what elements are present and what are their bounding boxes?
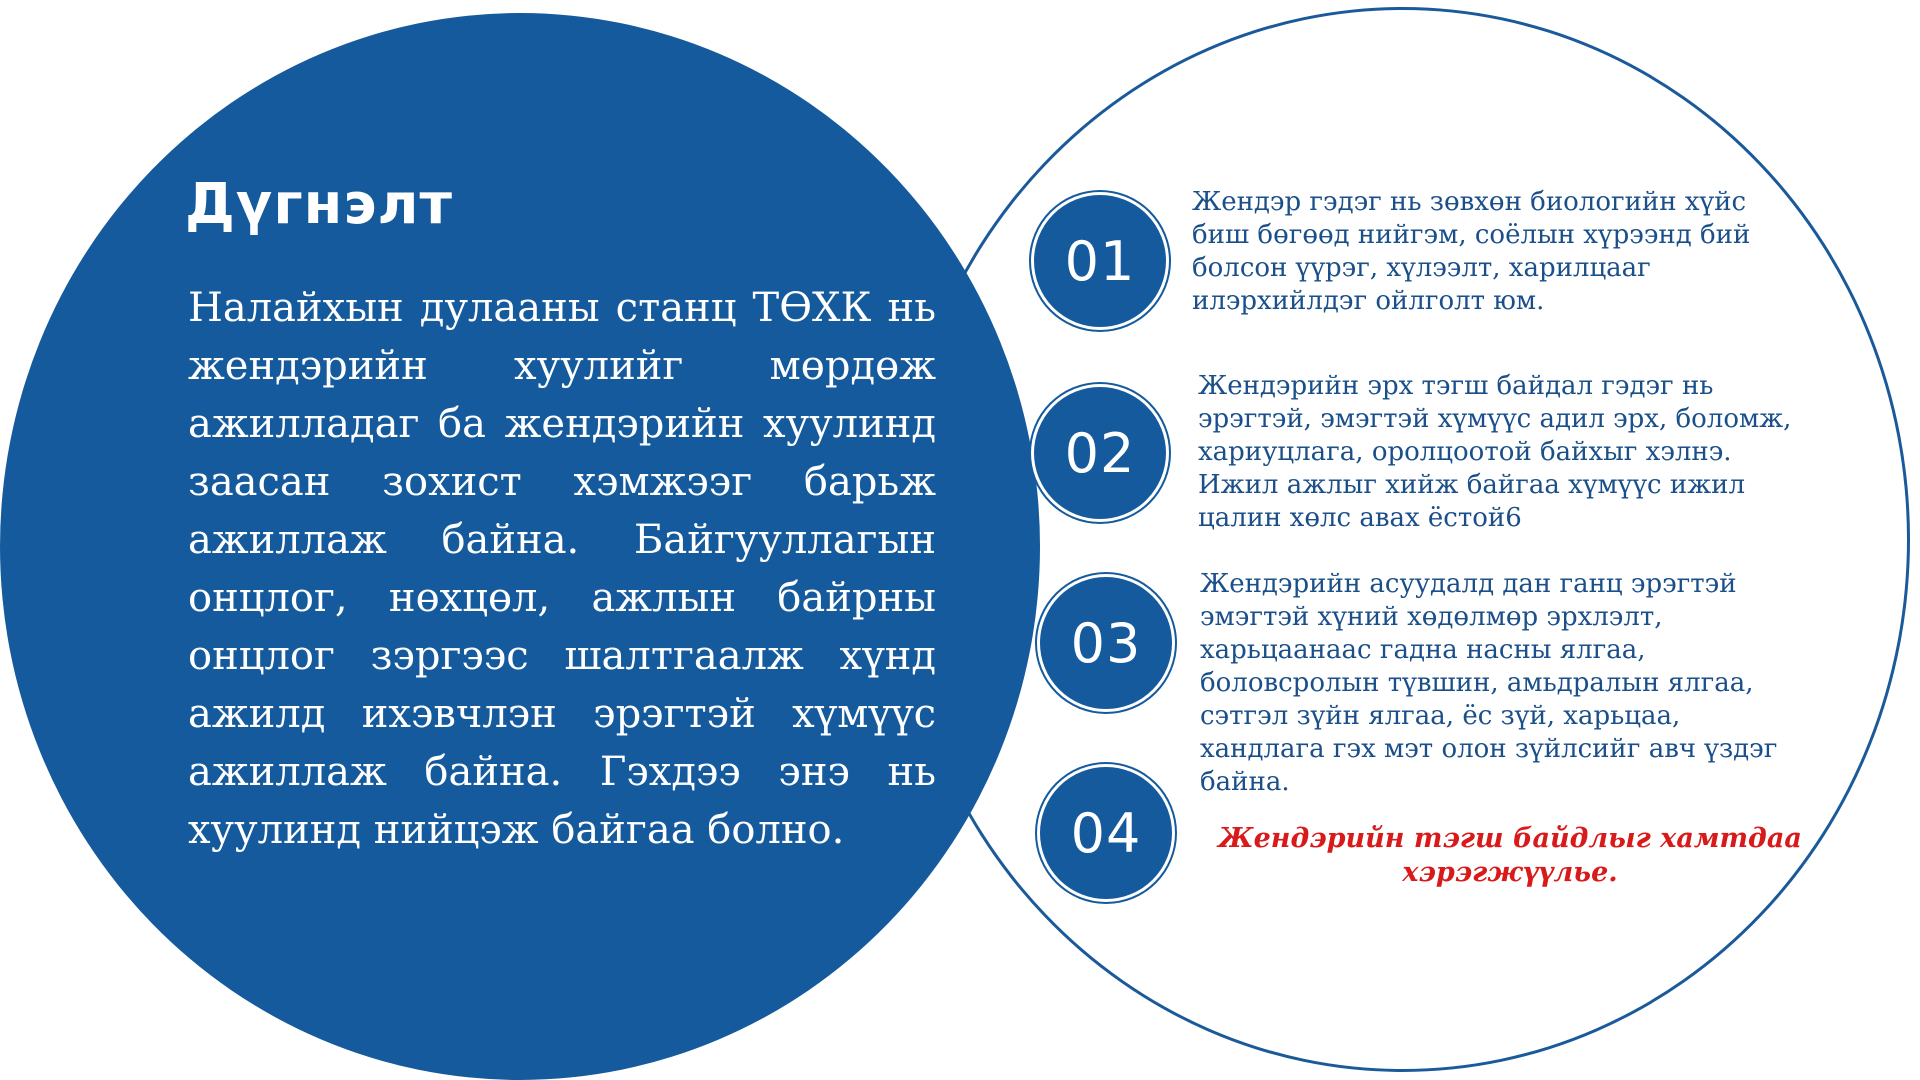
number-label: 03 <box>1070 611 1142 675</box>
item-text-03: Жендэрийн асуудалд дан ганц эрэгтэй эмэгтэй хүний хөдөлмөр эрхлэлт, харьцаанаас гадна насны ялгаа, боловсролын түвшин, амьдралын ялгаа, сэтгэл зүйн ялгаа, ёс зүй, харьцаа, хандлага гэх мэт олон зүйлсийг авч үздэг байна. <box>1200 569 1778 797</box>
item-text-02: Жендэрийн эрх тэгш байдал гэдэг нь эрэгтэй, эмэгтэй хүмүүс адил эрх, боломж, хариуцлага, оролцоотой байхыг хэлнэ. Ижил ажлыг хийж байгаа хүмүүс ижил цалин хөлс авах ёстой6 <box>1198 371 1792 533</box>
number-badge-02 <box>1031 384 1169 522</box>
number-label: 02 <box>1064 421 1136 485</box>
number-badge-01 <box>1031 192 1169 330</box>
number-label: 01 <box>1064 229 1136 293</box>
number-label: 04 <box>1070 801 1142 865</box>
conclusion-body: Налайхын дулааны станц ТӨХК нь жендэрийн хуулийг мөрдөж ажилладаг ба жендэрийн хуулинд заасан зохист хэмжээг барьж ажиллаж байна. Байгууллагын онцлог, нөхцөл, ажлын байрны онцлог зэргээс шалтгаалж хүнд ажилд ихэвчлэн эрэгтэй хүмүүс ажиллаж байна. Гэхдээ энэ нь хуулинд нийцэж байгаа болно. <box>188 285 936 853</box>
number-badge-04 <box>1037 764 1175 902</box>
conclusion-title: Дүгнэлт <box>185 172 453 237</box>
outline-circle <box>895 7 1910 1072</box>
number-badge-03 <box>1037 574 1175 712</box>
closing-slogan: Жендэрийн тэгш байдлыг хамтдаа хэрэгжүүлье. <box>1218 823 1802 888</box>
item-text-01: Жендэр гэдэг нь зөвхөн биологийн хүйс биш бөгөөд нийгэм, соёлын хүрээнд бий болсон үүрэг, хүлээлт, харилцааг илэрхийлдэг ойлголт юм. <box>1192 187 1751 316</box>
